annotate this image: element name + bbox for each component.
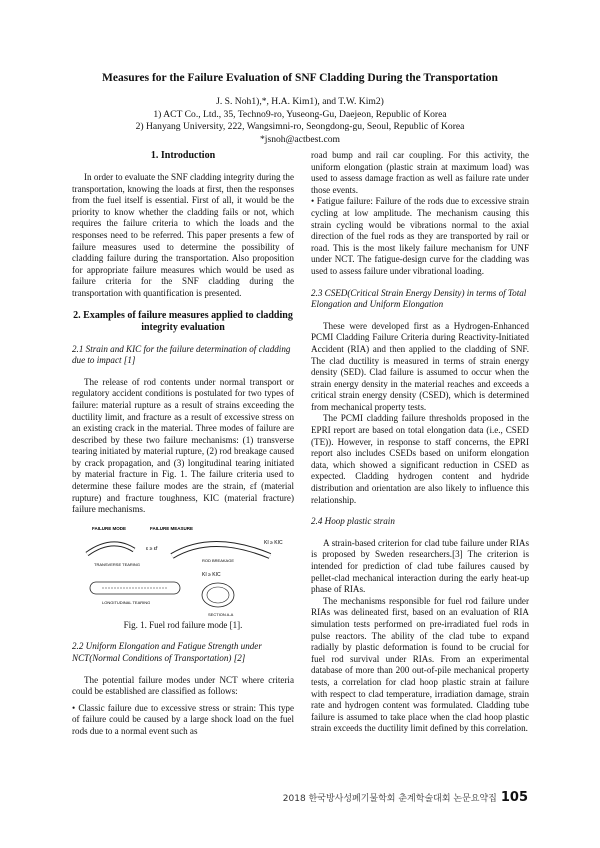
fuel-rod-failure-diagram xyxy=(72,522,294,620)
fig-label-breakage: ROD BREAKAGE xyxy=(202,557,235,563)
fig-label-measure: FAILURE MEASURE xyxy=(150,525,194,531)
page-number: 105 xyxy=(500,790,528,805)
fig-label-kic1: KI ≥ KIC xyxy=(264,539,283,546)
subsection-2-3-heading: 2.3 CSED(Critical Strain Energy Density) in terms of Total Elongation and Uniform Elongation xyxy=(311,287,527,310)
fig-label-longitudinal: LONGITUDINAL TEARING xyxy=(102,599,151,605)
affiliation-1: 1) ACT Co., Ltd., 35, Techno9-ro, Yuseong-Gu, Daejeon, Republic of Korea xyxy=(153,108,447,120)
subsection-2-2-paragraph: The potential failure modes under NCT where criteria could be established are classified as follows: xyxy=(72,674,294,697)
footer-proceedings-title: 2018 한국방사성폐기물학회 춘계학술대회 논문요약집 xyxy=(282,794,497,804)
subsection-2-3-paragraph-2: The PCMI cladding failure thresholds proposed in the EPRI report are based on total elongation data (i.e., CSED (TE)). However, in response to staff concerns, the EPRI report also includes CSEDs based on uniform elongation data, which showed a significant reduction in CSED as expected. Cladding hydrogen content and hydride distribution and orientation are also likely to influence this relationship. xyxy=(311,413,529,505)
subsection-2-4-paragraph-1: A strain-based criterion for clad tube failure under RIAs is proposed by Sweden researchers.[3] The criterion is intended for prediction of clad tube failures caused by pellet-clad mechanical interaction during the early heat-up phase of RIAs. xyxy=(311,537,529,595)
fig-label-eps: ε ≥ εf xyxy=(146,545,158,552)
section-heading-examples: 2. Examples of failure measures applied to cladding integrity evaluation xyxy=(73,309,293,333)
subsection-2-1-heading: 2.1 Strain and KIC for the failure determination of cladding due to impact [1] xyxy=(72,343,291,366)
subsection-2-4-paragraph-2: The mechanisms responsible for fuel rod failure under RIAs was delineated first, based on an evaluation of RIA simulation tests performed on pre-irradiated fuel rods in pulse reactors. The ability of the clad tube to expand radially by plastic deformation is found to be crucial for fuel rod survival under RIAs. From an experimental database of more than 200 out-of-pile mechanical property tests, a correlation for clad hoop plastic strain at failure with respect to clad temperature, irradiation damage, strain rate and hydrogen content was formulated. Cladding tube failure is assumed to take place when the clad hoop plastic strain exceeds the ductility limit defined by this correlation. xyxy=(311,595,529,734)
figure-1-caption: Fig. 1. Fuel rod failure mode [1]. xyxy=(123,619,243,630)
fig-label-mode: FAILURE MODE xyxy=(92,525,127,531)
bullet-fatigue-failure: • Fatigue failure: Failure of the rods due to excessive strain cycling at low amplitude. The mechanism causing this strain cycling would be vibrations normal to the axial direction of the fuel rods as they are transported by rail or road. This is the most likely failure mechanism for UNF under NCT. The fatigue-design curve for the cladding was used to assess failure under vibrational loading. xyxy=(311,196,529,276)
subsection-2-1-paragraph: The release of rod contents under normal transport or regulatory accident conditions is postulated for two types of failure: material rupture as a result of strains exceeding the ductility limit, and fracture as a result of excessive stress on an existing crack in the material. Three modes of failure are described by these two failure mechanisms: (1) transverse tearing initiated by material rupture, (2) rod breakage caused by crack propagation, and (3) longitudinal tearing initiated by material fracture in Fig. 1. The failure criteria used to determine these failure modes are the strain, εf (material rupture) and fracture toughness, KIC (material fracture) failure mechanisms. xyxy=(72,376,294,515)
bullet-classic-failure: • Classic failure due to excessive stress or strain: This type of failure could be caused by a large shock load on the fuel rods due to a normal event such as xyxy=(72,702,294,736)
intro-paragraph: In order to evaluate the SNF cladding integrity during the transportation, knowing the loads at first, then the responses from the fuel itself is essential. First of all, it would be the priority to know whether the cladding fails or not, which requires the failure criteria to which the loads and the responses need to be referred. This paper presents a few of failure measures used to determine the possibility of cladding failure during the transportation. Also proposition for appropriate failure measures which would be used as failure criteria for the SNF cladding during the transportation with quantification is presented. xyxy=(72,172,294,298)
author-email: *jsnoh@actbest.com xyxy=(260,133,340,145)
fig-label-kic2: KI ≥ KIC xyxy=(202,571,221,578)
section-heading-introduction: 1. Introduction xyxy=(150,150,216,161)
subsection-2-4-heading: 2.4 Hoop plastic strain xyxy=(311,516,395,527)
left-column xyxy=(72,150,294,738)
subsection-2-3-paragraph-1: These were developed first as a Hydrogen-Enhanced PCMI Cladding Failure Criteria during Reactivity-Initiated Accident (RIA) and then applied to the cladding of SNF. The clad ductility is measured in terms of strain energy density (SED). Clad failure is assumed to occur when the strain energy density in the material reaches and exceeds a critical strain energy density (CSED), which is determined from mechanical property tests. xyxy=(311,320,529,412)
author-block xyxy=(0,96,600,146)
subsection-2-2-heading: 2.2 Uniform Elongation and Fatigue Strength under NCT(Normal Conditions of Transportation) [2] xyxy=(72,641,262,664)
affiliation-2: 2) Hanyang University, 222, Wangsimni-ro, Seongdong-gu, Seoul, Republic of Korea xyxy=(135,121,465,132)
right-column xyxy=(311,150,529,735)
author-names: J. S. Noh1),*, H.A. Kim1), and T.W. Kim2) xyxy=(216,96,384,107)
fig-label-transverse: TRANSVERSE TEARING xyxy=(94,561,140,567)
continued-paragraph: road bump and rail car coupling. For this activity, the uniform elongation (plastic strain at maximum load) was used to assess damage fraction as well as failure rate under those events. xyxy=(311,150,529,195)
fig-label-section: SECTION A-A xyxy=(208,611,234,617)
figure-1 xyxy=(72,522,294,620)
page-footer xyxy=(283,790,528,805)
paper-title: Measures for the Failure Evaluation of SNF Cladding During the Transportation xyxy=(102,72,498,84)
